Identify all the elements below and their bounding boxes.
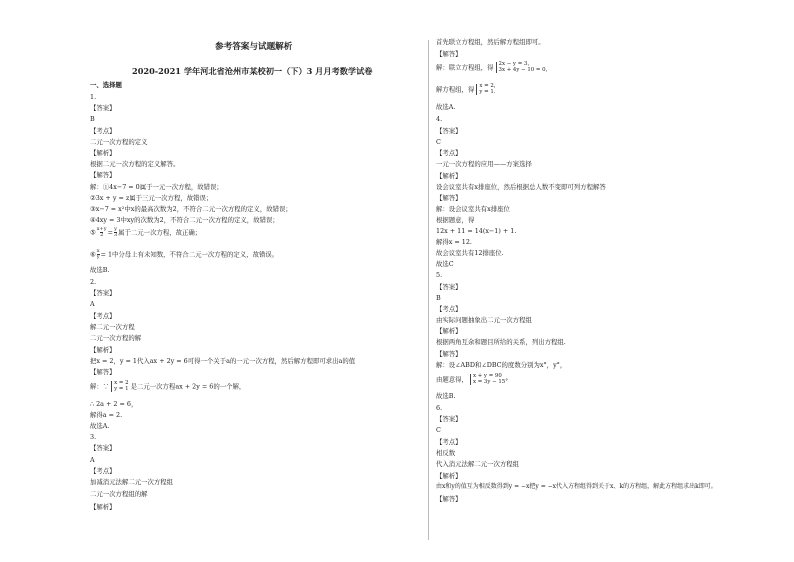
q1-step-5 <box>90 227 201 238</box>
q3-step-2-prefix: 解方程组，得 <box>436 85 475 94</box>
q2-number: 2. <box>90 278 97 286</box>
fraction-numerator: x <box>96 248 100 254</box>
system-brace <box>476 84 499 95</box>
q2-step-1-text: 是二元一次方程ax + 2y = 6的一个解， <box>130 382 246 391</box>
q2-answer: A <box>90 300 95 308</box>
q3-kp-label: 【考点】 <box>90 467 116 475</box>
q5-kp: 由实际问题抽象出二元一次方程组 <box>436 316 532 324</box>
q5-answer-label: 【答案】 <box>436 283 462 291</box>
system-brace <box>496 62 551 73</box>
q1-analysis: 根据二元一次方程的定义解答。 <box>90 160 180 168</box>
q6-answer: C <box>436 426 441 434</box>
q4-step-4: 解得x = 12. <box>436 238 472 246</box>
q3-choice: 故选A. <box>436 103 456 111</box>
system-eq-1: 2x − y = 3， <box>498 61 533 67</box>
q1-kp: 二元一次方程的定义 <box>90 138 148 146</box>
q2-choice: 故选A. <box>90 422 110 430</box>
q2-kp-label: 【考点】 <box>90 312 116 320</box>
q3-answer-label: 【答案】 <box>90 444 116 452</box>
q4-kp: 一元一次方程的应用——方案选择 <box>436 160 532 168</box>
q3-analysis-label: 【解析】 <box>90 503 116 511</box>
system-brace <box>111 381 128 392</box>
system-eq-2: y = 1. <box>479 88 496 95</box>
system-eq-1: x = 2 <box>114 380 129 386</box>
q2-step-2: ∴ 2a + 2 = 6， <box>90 400 138 408</box>
fraction-numerator: y <box>114 226 117 232</box>
q1-step-5-fraction-2 <box>114 227 117 238</box>
q2-kp-1: 解二元一次方程 <box>90 323 135 331</box>
q4-solution-label: 【解答】 <box>436 194 462 202</box>
q2-step-1-prefix: 解：∵ <box>90 382 110 391</box>
q1-step-6-marker: ⑥ <box>90 250 96 259</box>
q5-step-2-prefix: 由题意得， <box>436 375 468 384</box>
fraction-denominator: 2 <box>100 232 104 238</box>
fraction-numerator: x+y <box>96 226 107 232</box>
q1-step-5-marker: ⑤ <box>90 228 96 237</box>
fraction-denominator: 3 <box>113 232 118 238</box>
q5-analysis-label: 【解析】 <box>436 327 462 335</box>
q4-answer: C <box>436 138 441 146</box>
q4-step-3: 12x + 11 = 14(x−1) + 1. <box>436 227 517 235</box>
q5-step-1: 解：设∠ABD和∠DBC的度数分别为x°，y°， <box>436 361 567 369</box>
q5-analysis: 根据两角互余和题目所给的关系，列出方程组. <box>436 338 566 346</box>
q3-step-1-prefix: 解：联立方程组，得 <box>436 63 494 72</box>
q1-step-6-text: = 1中分母上有未知数，不符合二元一次方程的定义，故错误。 <box>100 250 279 259</box>
q1-number: 1. <box>90 93 97 101</box>
q1-choice: 故选B. <box>90 266 110 274</box>
system-eq-1: x = 2， <box>479 83 500 89</box>
q3-step-2 <box>436 84 501 95</box>
q1-step-6 <box>90 249 278 260</box>
q2-step-1 <box>90 381 245 392</box>
q1-step-4: ④4xy = 3中xy的次数为2，不符合二元一次方程的定义，故错误； <box>90 216 279 224</box>
q6-analysis: 由x和y的值互为相反数得到y = −x把y = −x代入方程组得到关于x、k的方程组，解此方程组求出k即可。 <box>436 483 717 490</box>
q5-answer: B <box>436 294 441 302</box>
q2-analysis-label: 【解析】 <box>90 346 116 354</box>
q1-step-6-fraction <box>97 249 100 260</box>
q3-step-1 <box>436 62 553 73</box>
q5-choice: 故选B. <box>436 392 456 400</box>
q1-solution-label: 【解答】 <box>90 171 116 179</box>
system-eq-2: y = 1 <box>114 385 129 392</box>
q4-choice: 故选C <box>436 260 454 268</box>
fraction-denominator: y <box>96 254 100 260</box>
q1-step-2: ②3x + y = z属于三元一次方程，故错误； <box>90 194 213 202</box>
q3-solution-label: 【解答】 <box>436 50 462 58</box>
q4-kp-label: 【考点】 <box>436 149 462 157</box>
q3-answer: A <box>90 456 95 464</box>
system-eq-2: 3x + 4y − 10 = 0， <box>498 66 551 73</box>
system-eq-1: x + y = 90 <box>472 373 502 379</box>
q2-step-3: 解得a = 2. <box>90 411 123 419</box>
system-brace <box>470 374 508 385</box>
page-subtitle: 2020-2021 学年河北省沧州市某校初一（下）3 月月考数学试卷 <box>132 66 373 76</box>
q5-step-2 <box>436 374 510 385</box>
q6-number: 6. <box>436 404 443 412</box>
q1-kp-label: 【考点】 <box>90 127 116 135</box>
q6-kp-label: 【考点】 <box>436 438 462 446</box>
q4-step-5: 故会议室共有12排座位. <box>436 249 504 257</box>
q6-answer-label: 【答案】 <box>436 415 462 423</box>
q4-number: 4. <box>436 115 443 123</box>
q1-analysis-label: 【解析】 <box>90 149 116 157</box>
q6-solution-label: 【解答】 <box>436 495 462 503</box>
q3-kp-2: 二元一次方程组的解 <box>90 490 148 498</box>
page-title: 参考答案与试题解析 <box>215 42 293 52</box>
system-eq-2: x = 3y − 15° <box>472 378 508 385</box>
q5-solution-label: 【解答】 <box>436 350 462 358</box>
q3-kp-1: 加减消元法解二元一次方程组 <box>90 478 174 486</box>
q2-analysis: 把x = 2，y = 1代入ax + 2y = 6可得一个关于a的一元一次方程，然后解方程即可求出a的值 <box>90 357 356 365</box>
q1-step-1: 解：①4x−7 = 0属于一元一次方程，故错误； <box>90 183 223 191</box>
q6-analysis-label: 【解析】 <box>436 472 462 480</box>
q4-analysis-label: 【解析】 <box>436 172 462 180</box>
q3-analysis: 首先联立方程组，然后解方程组即可。 <box>436 38 545 46</box>
q4-answer-label: 【答案】 <box>436 127 462 135</box>
q2-solution-label: 【解答】 <box>90 368 116 376</box>
q2-answer-label: 【答案】 <box>90 289 116 297</box>
q3-number: 3. <box>90 433 97 441</box>
q1-answer-label: 【答案】 <box>90 104 116 112</box>
q1-step-5-text: 属于二元一次方程，故正确； <box>118 228 202 237</box>
q2-kp-2: 二元一次方程的解 <box>90 334 142 342</box>
q5-kp-label: 【考点】 <box>436 305 462 313</box>
q4-step-1: 解：设会议室共有x排座位 <box>436 205 510 213</box>
q6-kp-1: 相反数 <box>436 449 456 457</box>
q1-step-3: ③x−7 = x²中x的最高次数为2，不符合二元一次方程的定义，故错误； <box>90 205 292 213</box>
q1-answer: B <box>90 115 95 123</box>
q4-analysis: 设会议室共有x排座位，然后根据总人数不变即可列方程解答 <box>436 183 606 191</box>
q4-step-2: 根据题意，得 <box>436 216 475 224</box>
q6-kp-2: 代入消元法解二元一次方程组 <box>436 460 520 468</box>
q5-number: 5. <box>436 271 443 279</box>
section-heading: 一、选择题 <box>90 81 122 89</box>
column-divider <box>428 40 429 540</box>
equals-sign: = <box>107 228 113 237</box>
q1-step-5-fraction <box>97 227 107 238</box>
